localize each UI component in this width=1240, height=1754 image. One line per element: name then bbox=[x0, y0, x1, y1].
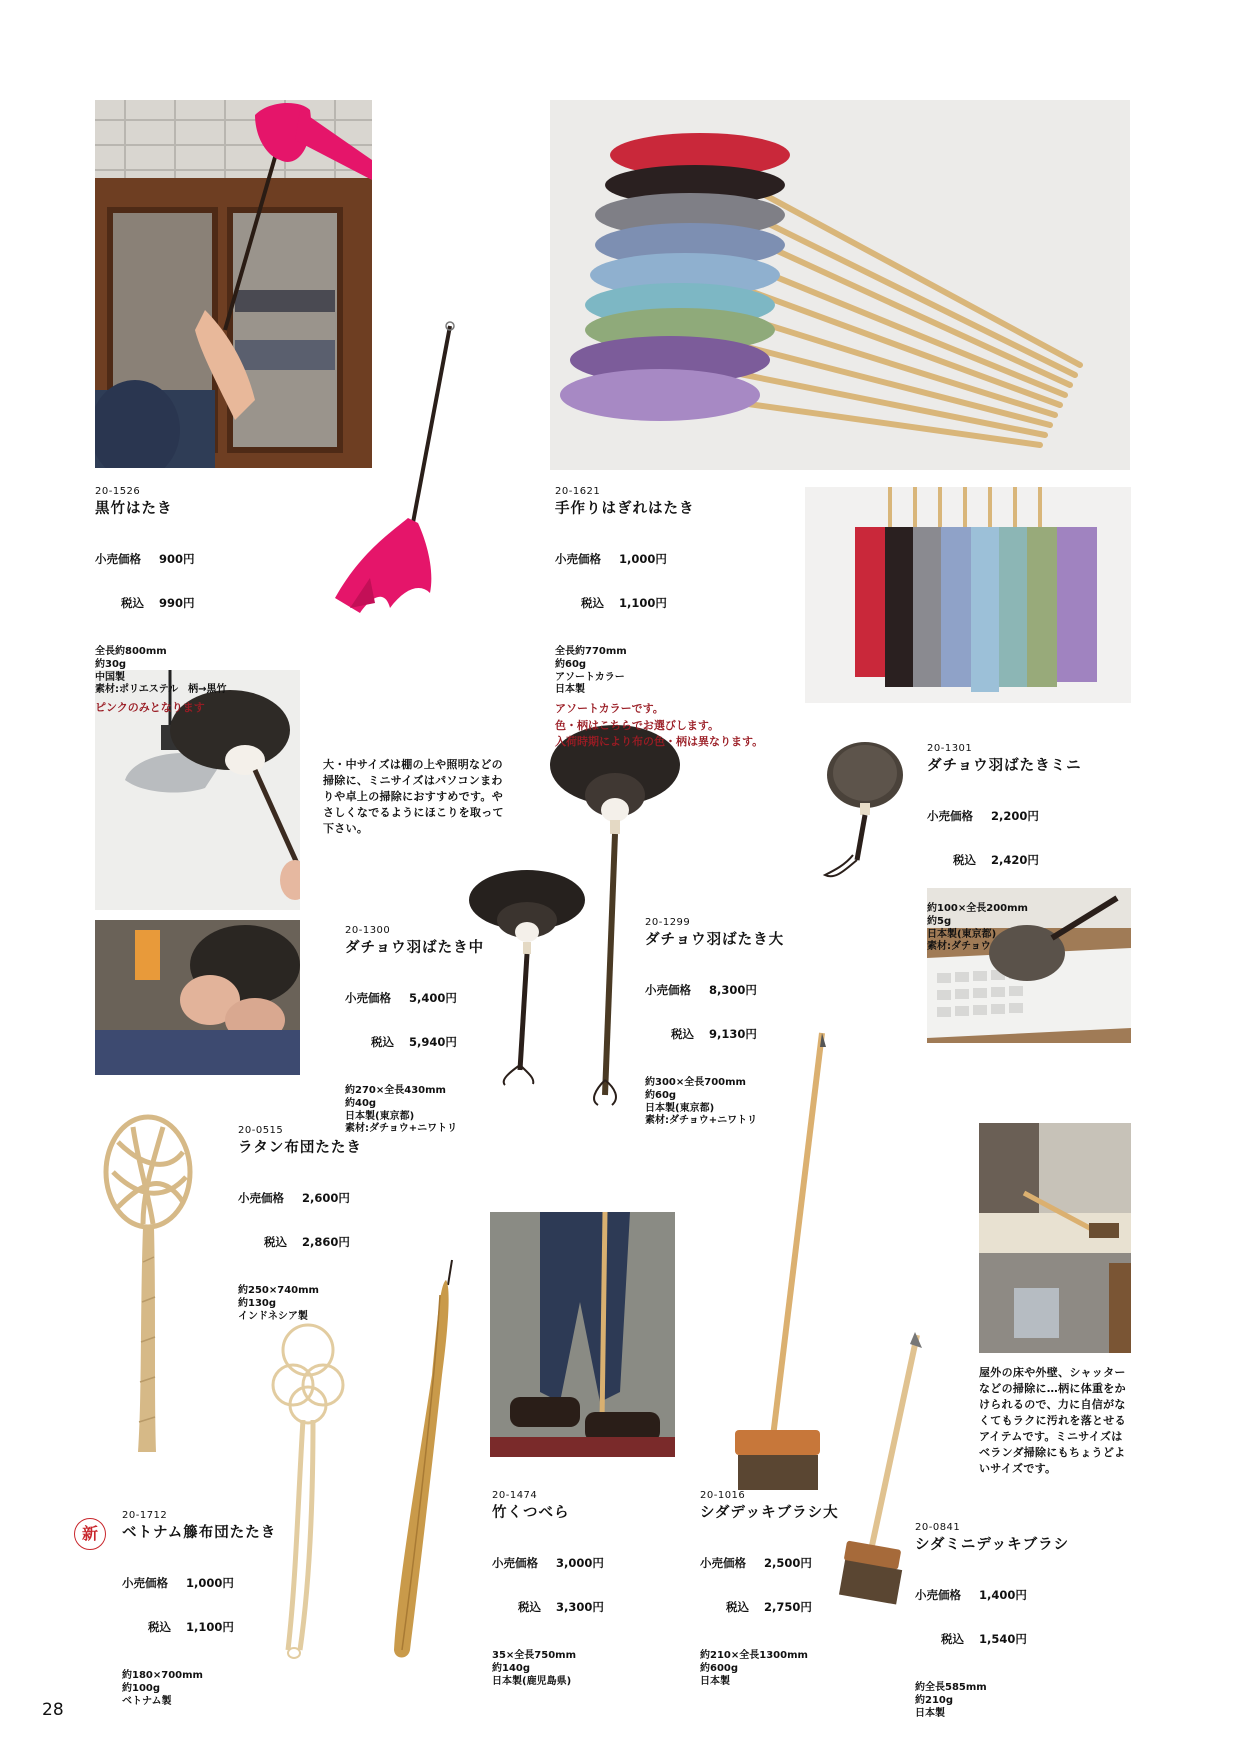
product-code: 20-1712 bbox=[122, 1510, 168, 1521]
product-note: 入荷時期により布の色・柄は異なります。 bbox=[555, 735, 764, 749]
description-line: ベランダ掃除にもちょうどよ bbox=[979, 1445, 1126, 1459]
description-line: 掃除に、ミニサイズはパソコンまわ bbox=[323, 773, 503, 787]
spec-size: 約100×全長200mm bbox=[927, 903, 1028, 915]
product-code: 20-1526 bbox=[95, 486, 141, 497]
spec-weight: 約140g bbox=[492, 1662, 531, 1674]
bamboo-shoehorn-image bbox=[380, 1255, 470, 1665]
description-line: 大・中サイズは棚の上や照明などの bbox=[323, 758, 503, 771]
deck-brush-use-photo bbox=[979, 1123, 1131, 1353]
deck-brush-description bbox=[979, 1365, 1126, 1477]
retail-label: 小売価格 bbox=[700, 1555, 746, 1570]
product-name: ダチョウ羽ばたき大 bbox=[645, 931, 785, 948]
ostrich-duster-hands-photo bbox=[95, 920, 300, 1075]
product-code: 20-1474 bbox=[492, 1490, 538, 1501]
product-vietnam bbox=[122, 1510, 276, 1708]
page-number: 28 bbox=[42, 1700, 64, 1720]
spec-origin: 日本製(東京都) bbox=[927, 928, 997, 940]
description-line: さしくなでるようにほこりを取って bbox=[323, 805, 504, 819]
product-deck-mini bbox=[915, 1522, 1069, 1720]
retail-price: 2,600円 bbox=[302, 1190, 350, 1205]
spec-size: 約180×700mm bbox=[122, 1670, 203, 1682]
spec-size: 約270×全長430mm bbox=[345, 1085, 446, 1097]
spec-origin: 日本製(東京都) bbox=[345, 1110, 415, 1122]
product-name: ダチョウ羽ばたき中 bbox=[345, 939, 485, 956]
tax-price: 1,100円 bbox=[186, 1619, 234, 1634]
product-code: 20-0515 bbox=[238, 1125, 284, 1136]
product-note: アソートカラーです。 bbox=[555, 702, 664, 716]
spec-origin: 日本製 bbox=[915, 1707, 945, 1719]
description-line: くてもラクに汚れを落とせる bbox=[979, 1413, 1126, 1427]
tax-label: 税込 bbox=[953, 852, 976, 867]
spec-weight: 約30g bbox=[95, 658, 127, 670]
product-kurotake bbox=[95, 486, 226, 715]
product-hagire bbox=[555, 486, 763, 751]
product-rattan bbox=[238, 1125, 362, 1323]
product-code: 20-1016 bbox=[700, 1490, 746, 1501]
retail-price: 2,500円 bbox=[764, 1555, 812, 1570]
retail-price: 8,300円 bbox=[709, 982, 757, 997]
description-line: 屋外の床や外壁、シャッター bbox=[979, 1366, 1126, 1379]
product-name: ラタン布団たたき bbox=[238, 1139, 362, 1156]
description-line: けられるので、力に自信がな bbox=[979, 1397, 1126, 1411]
retail-price: 900円 bbox=[159, 551, 195, 566]
product-ostrich-dai bbox=[645, 917, 784, 1128]
tax-price: 5,940円 bbox=[409, 1034, 457, 1049]
tax-label: 税込 bbox=[726, 1599, 749, 1614]
retail-price: 1,000円 bbox=[186, 1575, 234, 1590]
product-code: 20-1301 bbox=[927, 743, 973, 754]
ostrich-description bbox=[323, 757, 504, 837]
product-code: 20-0841 bbox=[915, 1522, 961, 1533]
tax-price: 2,420円 bbox=[991, 852, 1039, 867]
spec-size: 35×全長750mm bbox=[492, 1650, 577, 1662]
product-name: 竹くつべら bbox=[492, 1504, 570, 1521]
hagire-hataki-closeup-photo bbox=[805, 487, 1131, 703]
tax-label: 税込 bbox=[148, 1619, 171, 1634]
spec-material: 素材:ポリエステル 柄→黒竹 bbox=[95, 684, 227, 696]
retail-label: 小売価格 bbox=[122, 1575, 168, 1590]
product-ostrich-mini bbox=[927, 743, 1082, 954]
product-name: ベトナム籐布団たたき bbox=[122, 1524, 277, 1541]
retail-price: 3,000円 bbox=[556, 1555, 604, 1570]
description-line: 下さい。 bbox=[323, 821, 369, 835]
tax-label: 税込 bbox=[518, 1599, 541, 1614]
retail-label: 小売価格 bbox=[915, 1587, 961, 1602]
tax-price: 990円 bbox=[159, 595, 195, 610]
description-line: いサイズです。 bbox=[979, 1461, 1057, 1475]
spec-origin: ベトナム製 bbox=[122, 1695, 172, 1707]
new-badge: 新 bbox=[74, 1518, 106, 1550]
spec-color: アソートカラー bbox=[555, 671, 625, 683]
spec-weight: 約5g bbox=[927, 915, 952, 927]
tax-price: 2,750円 bbox=[764, 1599, 812, 1614]
retail-price: 1,000円 bbox=[619, 551, 667, 566]
spec-origin: 日本製 bbox=[700, 1675, 730, 1687]
spec-length: 全長約770mm bbox=[555, 646, 627, 658]
spec-size: 約全長585mm bbox=[915, 1682, 987, 1694]
product-ostrich-chu bbox=[345, 925, 484, 1136]
retail-label: 小売価格 bbox=[492, 1555, 538, 1570]
product-name: 黒竹はたき bbox=[95, 500, 173, 517]
product-code: 20-1300 bbox=[345, 925, 391, 936]
product-note: ピンクのみとなります bbox=[95, 701, 205, 715]
retail-price: 5,400円 bbox=[409, 990, 457, 1005]
spec-material: 素材:ダチョウ bbox=[927, 941, 991, 953]
product-note: 色・柄はこちらでお選びします。 bbox=[555, 718, 720, 732]
spec-weight: 約60g bbox=[555, 658, 587, 670]
description-line: アイテムです。ミニサイズは bbox=[979, 1429, 1123, 1443]
rattan-futon-tataki-image bbox=[98, 1112, 198, 1457]
product-name: シダミニデッキブラシ bbox=[915, 1536, 1070, 1553]
product-code: 20-1621 bbox=[555, 486, 601, 497]
spec-origin: 日本製(鹿児島県) bbox=[492, 1675, 572, 1687]
spec-origin: 中国製 bbox=[95, 671, 125, 683]
spec-weight: 約60g bbox=[645, 1089, 677, 1101]
tax-price: 1,100円 bbox=[619, 595, 667, 610]
spec-weight: 約210g bbox=[915, 1694, 954, 1706]
retail-label: 小売価格 bbox=[645, 982, 691, 997]
spec-size: 約210×全長1300mm bbox=[700, 1650, 808, 1662]
spec-weight: 約40g bbox=[345, 1097, 377, 1109]
product-name: 手作りはぎれはたき bbox=[555, 500, 695, 517]
tax-label: 税込 bbox=[264, 1234, 287, 1249]
spec-material: 素材:ダチョウ+ニワトリ bbox=[345, 1123, 458, 1135]
retail-label: 小売価格 bbox=[555, 551, 601, 566]
tax-label: 税込 bbox=[941, 1631, 964, 1646]
retail-price: 2,200円 bbox=[991, 808, 1039, 823]
tax-label: 税込 bbox=[671, 1026, 694, 1041]
tax-price: 9,130円 bbox=[709, 1026, 757, 1041]
description-line: などの掃除に…柄に体重をか bbox=[979, 1381, 1126, 1395]
shoehorn-use-photo bbox=[490, 1212, 675, 1457]
product-deck-dai bbox=[700, 1490, 839, 1688]
tax-label: 税込 bbox=[581, 595, 604, 610]
spec-length: 全長約800mm bbox=[95, 646, 167, 658]
product-name: シダデッキブラシ大 bbox=[700, 1504, 839, 1521]
kurotake-hataki-image bbox=[330, 318, 460, 618]
retail-label: 小売価格 bbox=[927, 808, 973, 823]
spec-weight: 約130g bbox=[238, 1297, 277, 1309]
ostrich-duster-mini-image bbox=[805, 735, 915, 895]
description-line: りや卓上の掃除におすすめです。や bbox=[323, 789, 504, 803]
retail-label: 小売価格 bbox=[238, 1190, 284, 1205]
product-code: 20-1299 bbox=[645, 917, 691, 928]
spec-origin: 日本製 bbox=[555, 684, 585, 696]
tax-price: 3,300円 bbox=[556, 1599, 604, 1614]
spec-origin: インドネシア製 bbox=[238, 1310, 308, 1322]
tax-price: 1,540円 bbox=[979, 1631, 1027, 1646]
product-name: ダチョウ羽ばたきミニ bbox=[927, 757, 1082, 774]
spec-weight: 約600g bbox=[700, 1662, 739, 1674]
spec-material: 素材:ダチョウ+ニワトリ bbox=[645, 1115, 758, 1127]
tax-label: 税込 bbox=[121, 595, 144, 610]
spec-weight: 約100g bbox=[122, 1682, 161, 1694]
spec-size: 約300×全長700mm bbox=[645, 1077, 746, 1089]
tax-price: 2,860円 bbox=[302, 1234, 350, 1249]
spec-origin: 日本製(東京都) bbox=[645, 1102, 715, 1114]
spec-size: 約250×740mm bbox=[238, 1285, 319, 1297]
tax-label: 税込 bbox=[371, 1034, 394, 1049]
retail-label: 小売価格 bbox=[95, 551, 141, 566]
hagire-hataki-photo bbox=[550, 100, 1130, 470]
product-kutsubera bbox=[492, 1490, 604, 1688]
retail-label: 小売価格 bbox=[345, 990, 391, 1005]
retail-price: 1,400円 bbox=[979, 1587, 1027, 1602]
